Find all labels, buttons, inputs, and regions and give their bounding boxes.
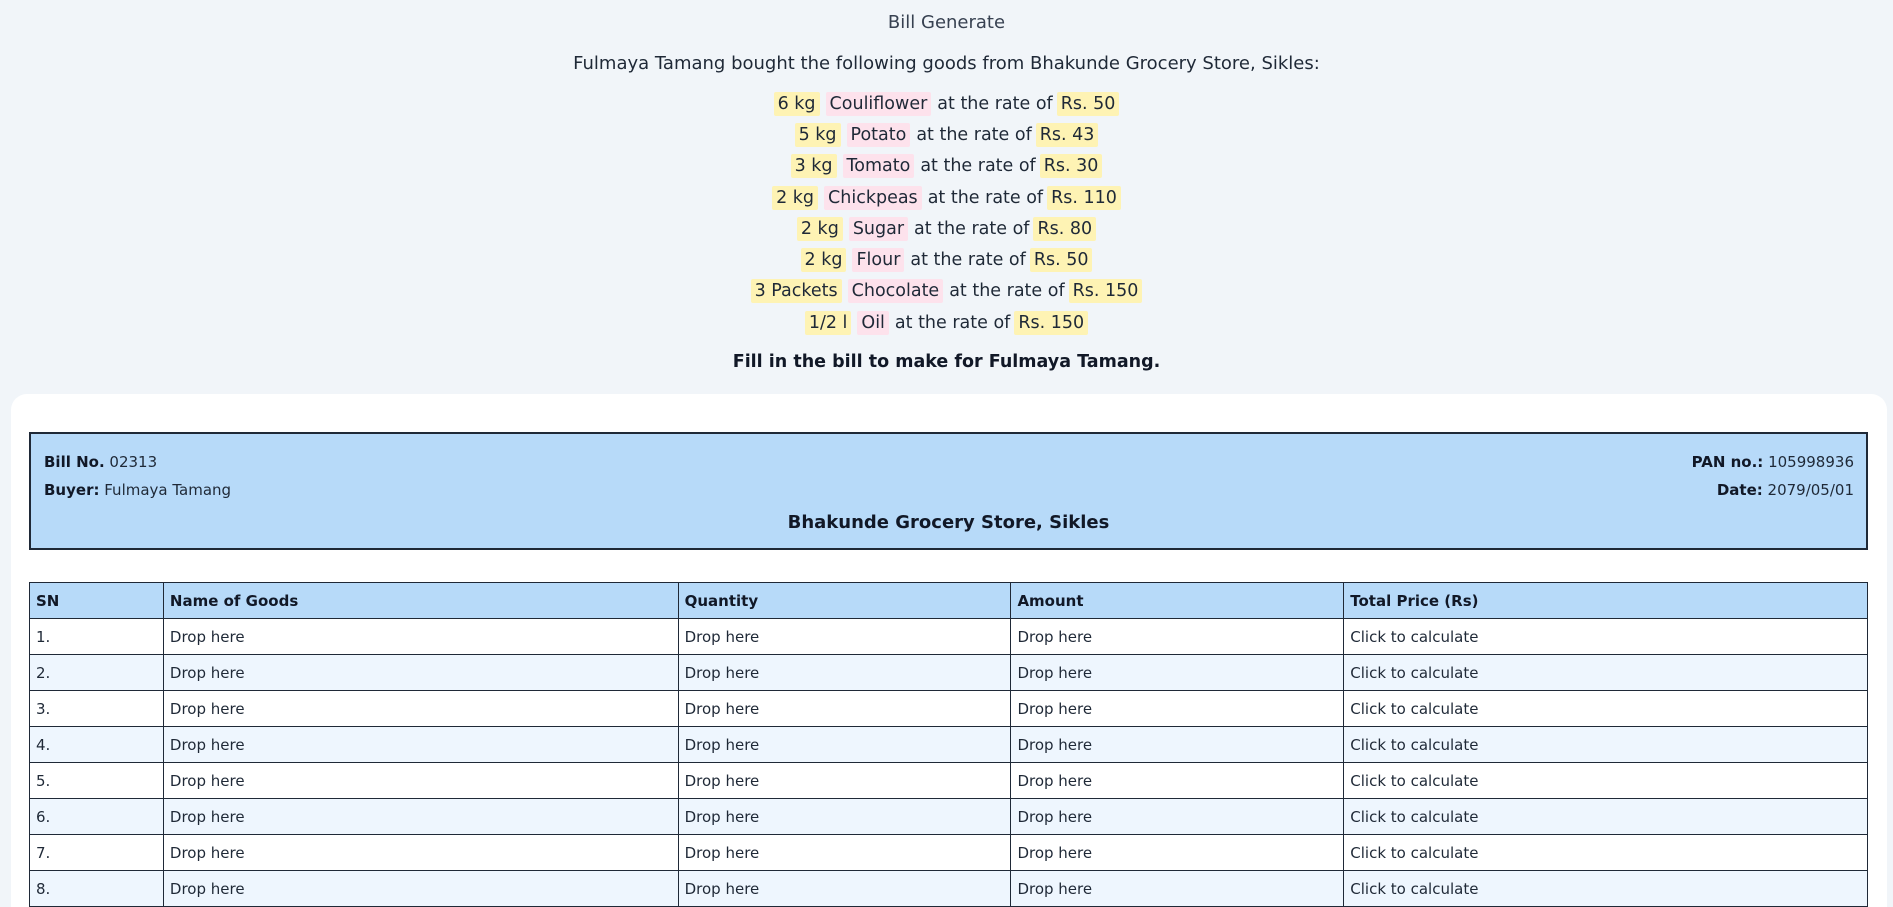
date-row xyxy=(1692,477,1854,505)
quantity-drop-zone[interactable]: Drop here xyxy=(678,727,1011,763)
goods-name-chip[interactable]: Tomato xyxy=(843,154,915,178)
bill-header-right xyxy=(1692,449,1854,504)
quantity-chip[interactable]: 2 kg xyxy=(801,248,847,272)
goods-list xyxy=(0,88,1893,338)
quantity-chip[interactable]: 3 kg xyxy=(791,154,837,178)
sn-cell: 6. xyxy=(30,799,164,835)
quantity-drop-zone[interactable]: Drop here xyxy=(678,763,1011,799)
calculate-total-cell[interactable]: Click to calculate xyxy=(1344,691,1868,727)
rate-phrase: at the rate of xyxy=(894,312,1011,333)
calculate-total-cell[interactable]: Click to calculate xyxy=(1344,799,1868,835)
rate-phrase: at the rate of xyxy=(927,187,1044,208)
quantity-drop-zone[interactable]: Drop here xyxy=(678,799,1011,835)
name-drop-zone[interactable]: Drop here xyxy=(163,727,678,763)
sn-cell: 3. xyxy=(30,691,164,727)
date-label: Date: xyxy=(1716,480,1763,499)
goods-line xyxy=(801,244,1093,275)
rate-chip[interactable]: Rs. 43 xyxy=(1036,123,1099,147)
quantity-chip[interactable]: 2 kg xyxy=(772,186,818,210)
rate-phrase: at the rate of xyxy=(914,218,1030,239)
table-row xyxy=(30,655,1868,691)
rate-chip[interactable]: Rs. 150 xyxy=(1069,279,1143,303)
calculate-total-cell[interactable]: Click to calculate xyxy=(1344,619,1868,655)
goods-name-chip[interactable]: Chickpeas xyxy=(824,186,922,210)
name-drop-zone[interactable]: Drop here xyxy=(163,619,678,655)
amount-drop-zone[interactable]: Drop here xyxy=(1011,763,1344,799)
name-drop-zone[interactable]: Drop here xyxy=(163,691,678,727)
name-drop-zone[interactable]: Drop here xyxy=(163,835,678,871)
goods-line xyxy=(791,151,1103,182)
bill-table xyxy=(29,582,1868,907)
rate-chip[interactable]: Rs. 30 xyxy=(1040,154,1103,178)
goods-line xyxy=(772,182,1121,213)
table-row xyxy=(30,763,1868,799)
quantity-chip[interactable]: 1/2 l xyxy=(805,311,852,335)
goods-name-chip[interactable]: Sugar xyxy=(849,217,908,241)
header-amount: Amount xyxy=(1011,583,1344,619)
bill-header xyxy=(29,432,1868,550)
calculate-total-cell[interactable]: Click to calculate xyxy=(1344,835,1868,871)
rate-chip[interactable]: Rs. 50 xyxy=(1030,248,1093,272)
table-row xyxy=(30,727,1868,763)
amount-drop-zone[interactable]: Drop here xyxy=(1011,655,1344,691)
goods-line xyxy=(751,276,1143,307)
table-header-row xyxy=(30,583,1868,619)
pan-value: 105998936 xyxy=(1768,453,1854,471)
calculate-total-cell[interactable]: Click to calculate xyxy=(1344,763,1868,799)
name-drop-zone[interactable]: Drop here xyxy=(163,799,678,835)
page-title: Bill Generate xyxy=(887,12,1006,33)
amount-drop-zone[interactable]: Drop here xyxy=(1011,835,1344,871)
sn-cell: 5. xyxy=(30,763,164,799)
bill-card xyxy=(11,394,1887,907)
goods-name-chip[interactable]: Chocolate xyxy=(848,279,944,303)
bill-number-label: Bill No. xyxy=(44,453,105,471)
goods-name-chip[interactable]: Couliflower xyxy=(826,92,932,116)
rate-chip[interactable]: Rs. 110 xyxy=(1047,186,1121,210)
header-quantity: Quantity xyxy=(678,583,1011,619)
bill-number-row xyxy=(44,449,231,477)
table-row xyxy=(30,835,1868,871)
quantity-drop-zone[interactable]: Drop here xyxy=(678,871,1011,907)
amount-drop-zone[interactable]: Drop here xyxy=(1011,727,1344,763)
goods-line xyxy=(797,213,1096,244)
rate-phrase: at the rate of xyxy=(937,93,1053,114)
sn-cell: 8. xyxy=(30,871,164,907)
rate-chip[interactable]: Rs. 50 xyxy=(1057,92,1120,116)
table-row xyxy=(30,871,1868,907)
sn-cell: 1. xyxy=(30,619,164,655)
quantity-drop-zone[interactable]: Drop here xyxy=(678,655,1011,691)
quantity-drop-zone[interactable]: Drop here xyxy=(678,619,1011,655)
sn-cell: 7. xyxy=(30,835,164,871)
goods-line xyxy=(795,119,1099,150)
sn-cell: 2. xyxy=(30,655,164,691)
quantity-chip[interactable]: 2 kg xyxy=(797,217,843,241)
calculate-total-cell[interactable]: Click to calculate xyxy=(1344,871,1868,907)
quantity-drop-zone[interactable]: Drop here xyxy=(678,691,1011,727)
buyer-label: Buyer: xyxy=(44,480,100,499)
goods-name-chip[interactable]: Potato xyxy=(847,123,911,147)
table-row xyxy=(30,619,1868,655)
name-drop-zone[interactable]: Drop here xyxy=(163,871,678,907)
header-name-of-goods: Name of Goods xyxy=(163,583,678,619)
table-row xyxy=(30,799,1868,835)
rate-phrase: at the rate of xyxy=(920,156,1036,177)
rate-chip[interactable]: Rs. 150 xyxy=(1014,311,1088,335)
goods-name-chip[interactable]: Flour xyxy=(852,248,904,272)
rate-phrase: at the rate of xyxy=(910,250,1026,271)
instruction-text: Fill in the bill to make for Fulmaya Tamang. xyxy=(732,352,1161,372)
pan-row xyxy=(1692,449,1854,477)
amount-drop-zone[interactable]: Drop here xyxy=(1011,619,1344,655)
quantity-chip[interactable]: 3 Packets xyxy=(751,279,842,303)
pan-label: PAN no.: xyxy=(1691,453,1764,471)
table-row xyxy=(30,691,1868,727)
bill-header-left xyxy=(44,449,231,504)
header-total-price: Total Price (Rs) xyxy=(1344,583,1868,619)
sn-cell: 4. xyxy=(30,727,164,763)
quantity-chip[interactable]: 5 kg xyxy=(795,123,841,147)
quantity-chip[interactable]: 6 kg xyxy=(774,92,820,116)
calculate-total-cell[interactable]: Click to calculate xyxy=(1344,655,1868,691)
goods-line xyxy=(805,307,1088,338)
buyer-value: Fulmaya Tamang xyxy=(104,480,232,499)
date-value: 2079/05/01 xyxy=(1767,480,1854,499)
name-drop-zone[interactable]: Drop here xyxy=(163,655,678,691)
intro-text: Fulmaya Tamang bought the following goods from Bhakunde Grocery Store, Sikles: xyxy=(573,53,1320,74)
goods-line xyxy=(774,88,1120,119)
header-sn: SN xyxy=(30,583,164,619)
quantity-drop-zone[interactable]: Drop here xyxy=(678,835,1011,871)
calculate-total-cell[interactable]: Click to calculate xyxy=(1344,727,1868,763)
store-name: Bhakunde Grocery Store, Sikles xyxy=(787,512,1110,533)
rate-phrase: at the rate of xyxy=(916,124,1032,145)
amount-drop-zone[interactable]: Drop here xyxy=(1011,691,1344,727)
amount-drop-zone[interactable]: Drop here xyxy=(1011,799,1344,835)
amount-drop-zone[interactable]: Drop here xyxy=(1011,871,1344,907)
goods-name-chip[interactable]: Oil xyxy=(857,311,889,335)
bill-number-value: 02313 xyxy=(109,453,158,471)
name-drop-zone[interactable]: Drop here xyxy=(163,763,678,799)
rate-chip[interactable]: Rs. 80 xyxy=(1033,217,1096,241)
buyer-row xyxy=(44,477,231,505)
rate-phrase: at the rate of xyxy=(949,281,1065,302)
